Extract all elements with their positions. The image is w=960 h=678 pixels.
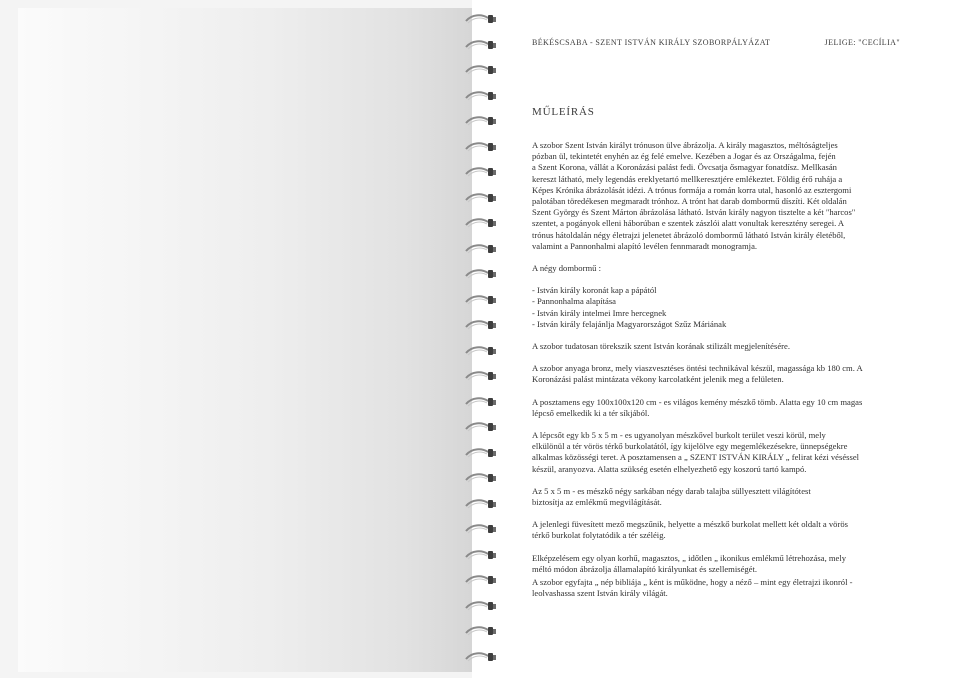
binding-coil: [462, 395, 498, 409]
list-item: - István király koronát kap a pápától: [532, 285, 657, 296]
binding-coil: [462, 165, 498, 179]
binding-coil: [462, 420, 498, 434]
text-line: szentet, a pogányok elleni háborúban e szentek zászlói alatt vonultak keresztény seregei. A: [532, 218, 845, 229]
text-line: A szobor tudatosan törekszik szent István korának stilizált megjelenítésére.: [532, 341, 790, 352]
section-title: MŰLEÍRÁS: [532, 106, 595, 118]
text-line: kereszt látható, mely legendás ereklyetartó mellkeresztjére emlékeztet. Földig érő ruhája a: [532, 173, 843, 184]
header-code-name: JELIGE: "CECÍLIA": [824, 38, 900, 47]
binding-coil: [462, 89, 498, 103]
paragraph-stylization: [532, 341, 892, 352]
page-header: [532, 38, 900, 47]
text-line: palotában töredékesen megmaradt trónhoz. A trónt hat darab dombormű díszíti. Két oldalán: [532, 196, 847, 207]
left-blank-page: [18, 8, 472, 672]
binding-coil: [462, 293, 498, 307]
list-item: - Pannonhalma alapítása: [532, 296, 616, 307]
text-line: készül, aranyozva. Alatta szükség esetén elhelyezhető egy koszorú tartó kampó.: [532, 463, 807, 474]
paragraph-material: [532, 363, 892, 385]
binding-coil: [462, 63, 498, 77]
text-line: Az 5 x 5 m - es mészkő négy sarkában négy darab talajba süllyesztett világítótest: [532, 485, 811, 496]
text-line: lépcső emelkedik ki a tér síkjából.: [532, 407, 650, 418]
text-line: alkalmas közösségi teret. A posztamensen a „ SZENT ISTVÁN KIRÁLY „ felirat kézi véséssel: [532, 452, 860, 463]
binding-coil: [462, 242, 498, 256]
binding-coil: [462, 38, 498, 52]
text-line: Elképzelésem egy olyan korhű, magasztos, „ időtlen „ ikonikus emlékmű létrehozása, mely: [532, 552, 847, 563]
header-competition-title: BÉKÉSCSABA - SZENT ISTVÁN KIRÁLY SZOBORPÁLYÁZAT: [532, 38, 771, 47]
binding-coil: [462, 344, 498, 358]
relief-list: [532, 285, 892, 330]
binding-coil: [462, 114, 498, 128]
binding-coil: [462, 548, 498, 562]
binding-coil: [462, 216, 498, 230]
text-line: Szent György és Szent Márton ábrázolása látható. István király nagyon tisztelte a két "harcos": [532, 207, 856, 218]
binding-coil: [462, 624, 498, 638]
binding-coil: [462, 522, 498, 536]
paragraph-folk-bible: [532, 577, 892, 599]
text-line: térkő burkolat folytatódik a tér széléig.: [532, 530, 666, 541]
description-body: [532, 140, 892, 611]
binding-coil: [462, 446, 498, 460]
list-item: - István király intelmei Imre hercegnek: [532, 307, 667, 318]
text-line: A szobor Szent István királyt trónuson ülve ábrázolja. A király magasztos, méltóságteljes: [532, 140, 838, 150]
text-line: A szobor anyaga bronz, mely viaszvesztéses öntési technikával készül, magassága kb 180 cm. A: [532, 363, 863, 374]
text-line: pózban ül, tekintetét enyhén az ég felé emelve. Kezében a Jogar és az Országalma, fején: [532, 151, 836, 162]
list-item: - István király felajánlja Magyarországot Szűz Máriának: [532, 318, 727, 329]
paragraph-square-area: [532, 430, 892, 475]
text-line: A lépcsőt egy kb 5 x 5 m - es ugyanolyan mészkővel burkolt terület veszi körül, mely: [532, 430, 826, 441]
text-line: Koronázási palást mintázata vékony karcolatként jelenik meg a felületen.: [532, 374, 784, 385]
binding-coil: [462, 497, 498, 511]
binding-coil: [462, 369, 498, 383]
binding-coil: [462, 318, 498, 332]
paragraph-list-intro: [532, 263, 892, 274]
text-line: elkülönül a tér vörös térkő burkolatától, így kijelölve egy megemlékezésekre, ünnepségekre: [532, 441, 848, 452]
paragraph-statue-description: [532, 140, 892, 252]
paragraph-pedestal: [532, 397, 892, 419]
text-line: A jelenlegi füvesített mező megszűnik, helyette a mészkő burkolat mellett két oldalt a vörös: [532, 519, 848, 530]
text-line: méltó módon ábrázolja államalapító királyunkat és szellemiségét.: [532, 563, 758, 574]
text-line: Képes Krónika ábrázolását idézi. A trónus formája a román korra utal, hasonló az esztergomi: [532, 184, 852, 195]
binding-coil: [462, 471, 498, 485]
paragraph-concept: [532, 553, 892, 575]
binding-coil: [462, 140, 498, 154]
binding-coil: [462, 12, 498, 26]
spiral-binding: [462, 6, 498, 674]
list-intro-text: A négy dombormű :: [532, 263, 601, 274]
binding-coil: [462, 650, 498, 664]
text-line: A szobor egyfajta „ nép bibliája „ ként is működne, hogy a néző – mint egy életrajzi ikonról -: [532, 577, 853, 588]
paragraph-lighting: [532, 486, 892, 508]
binding-coil: [462, 599, 498, 613]
paragraph-paving: [532, 519, 892, 541]
text-line: A posztamens egy 100x100x120 cm - es világos kemény mészkő tömb. Alatta egy 10 cm magas: [532, 396, 863, 407]
text-line: leolvashassa szent István király világát.: [532, 588, 668, 599]
text-line: a Szent Korona, vállát a Koronázási palást fedi. Övcsatja ősmagyar fonatdísz. Mellkasán: [532, 162, 837, 173]
binding-coil: [462, 573, 498, 587]
binding-coil: [462, 191, 498, 205]
text-line: biztosítja az emlékmű megvilágítását.: [532, 497, 662, 508]
text-line: trónus hátoldalán négy életrajzi jelenetet ábrázoló dombormű látható István király életéből,: [532, 229, 846, 240]
binding-coil: [462, 267, 498, 281]
text-line: valamint a Pannonhalmi alapító levélen fennmaradt monogramja.: [532, 240, 758, 251]
